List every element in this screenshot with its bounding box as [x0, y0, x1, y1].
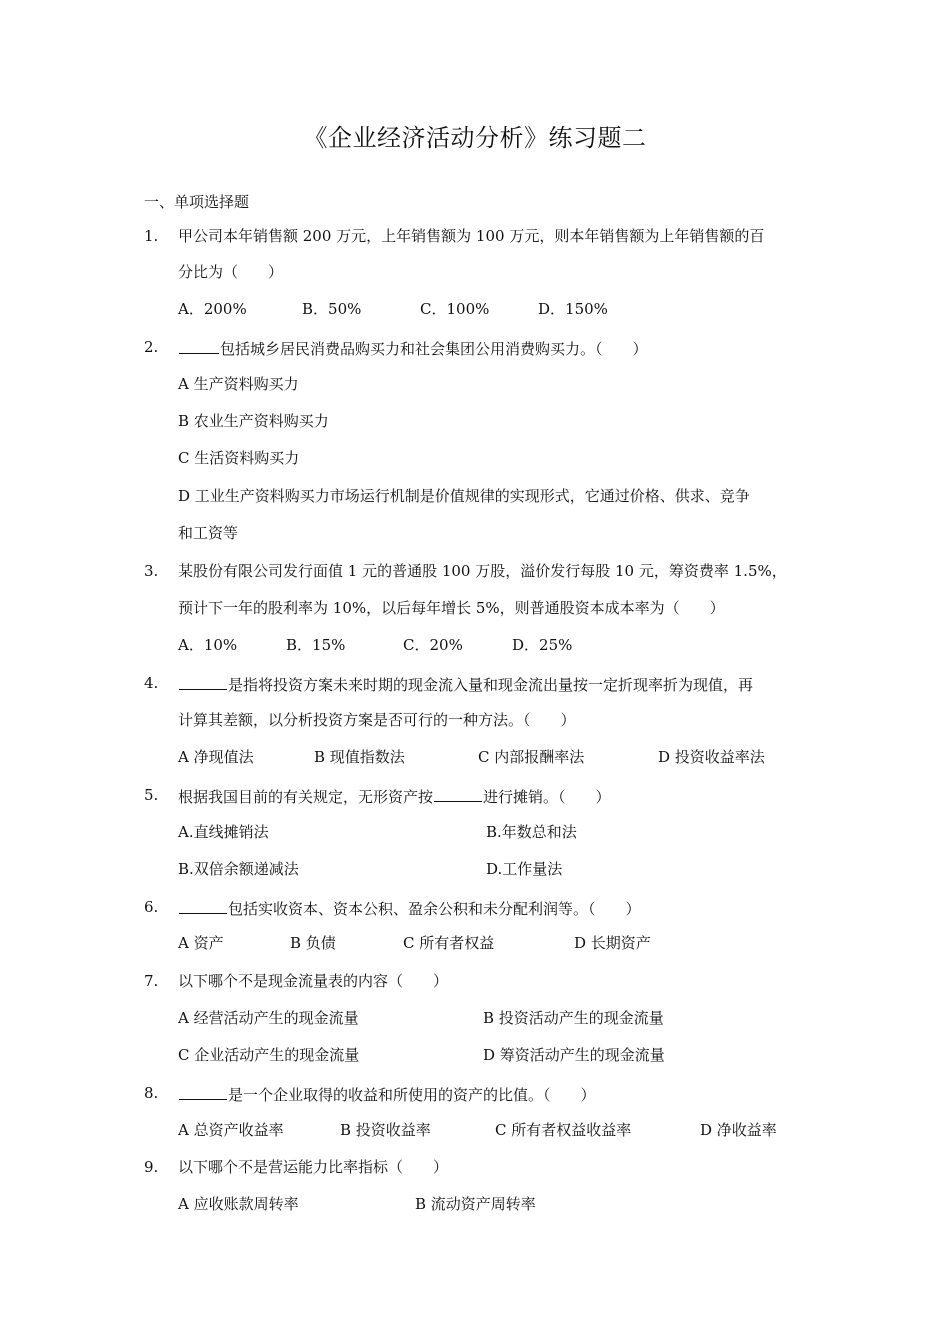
question-text: 分比为（ ） [178, 263, 284, 281]
answer-blank [179, 1083, 227, 1100]
option: A 净现值法 [178, 748, 254, 766]
option: A．10% [178, 636, 238, 654]
option: D 工业生产资料购买力市场运行机制是价值规律的实现形式，它通过价格、供求、竞争 [178, 487, 750, 505]
question-number: 6. [144, 898, 159, 916]
option: A 总资产收益率 [178, 1121, 284, 1139]
question-text [178, 673, 753, 695]
option: B 农业生产资料购买力 [178, 412, 329, 430]
option: B 投资收益率 [340, 1121, 431, 1139]
question-text [178, 897, 641, 919]
question-number: 9. [144, 1158, 159, 1176]
question-text-post: 进行摊销。（ ） [483, 788, 611, 806]
answer-blank [179, 337, 219, 354]
answer-blank [179, 673, 227, 690]
question-text: 计算其差额，以分析投资方案是否可行的一种方法。（ ） [178, 711, 576, 729]
question-text: 某股份有限公司发行面值 1 元的普通股 100 万股，溢价发行每股 10 元，筹资费率 1.5%， [178, 562, 787, 580]
option: D．25% [512, 636, 573, 654]
option: C 企业活动产生的现金流量 [178, 1046, 360, 1064]
document-title: 《企业经济活动分析》练习题二 [303, 124, 647, 152]
option: A.直线摊销法 [178, 823, 269, 841]
option: C 生活资料购买力 [178, 449, 300, 467]
option: B.年数总和法 [486, 823, 577, 841]
option: D 筹资活动产生的现金流量 [483, 1046, 665, 1064]
question-text-pre: 根据我国目前的有关规定，无形资产按 [178, 788, 434, 806]
option: B．50% [302, 300, 362, 318]
option: A 生产资料购买力 [178, 375, 299, 393]
question-text-body: 包括城乡居民消费品购买力和社会集团公用消费购买力。（ ） [220, 340, 648, 358]
option: D.工作量法 [486, 860, 563, 878]
question-number: 2. [144, 338, 159, 356]
question-text [178, 1083, 596, 1105]
option: C 所有者权益 [403, 934, 495, 952]
option: A 资产 [178, 934, 224, 952]
question-number: 3. [144, 562, 159, 580]
question-text: 以下哪个不是营运能力比率指标（ ） [178, 1158, 449, 1176]
option: B 流动资产周转率 [415, 1195, 536, 1213]
answer-blank [179, 897, 227, 914]
question-number: 7. [144, 972, 159, 990]
option: A．200% [178, 300, 247, 318]
option: 和工资等 [178, 524, 239, 542]
question-number: 5. [144, 786, 159, 804]
question-text [178, 337, 648, 359]
option: A 经营活动产生的现金流量 [178, 1009, 359, 1027]
section-heading: 一、单项选择题 [144, 193, 250, 211]
question-text: 预计下一年的股利率为 10%，以后每年增长 5%，则普通股资本成本率为（ ） [178, 599, 725, 617]
option: C 所有者权益收益率 [495, 1121, 632, 1139]
question-text [178, 785, 611, 807]
question-text-body: 包括实收资本、资本公积、盈余公积和未分配利润等。（ ） [228, 900, 641, 918]
option: B．15% [286, 636, 346, 654]
question-text: 以下哪个不是现金流量表的内容（ ） [178, 972, 449, 990]
option: B.双倍余额递减法 [178, 860, 299, 878]
question-number: 8. [144, 1084, 159, 1102]
option: A 应收账款周转率 [178, 1195, 299, 1213]
option: D 投资收益率法 [658, 748, 765, 766]
question-number: 1. [144, 227, 159, 245]
answer-blank [434, 785, 482, 802]
question-text-body: 是指将投资方案未来时期的现金流入量和现金流出量按一定折现率折为现值，再 [228, 676, 754, 694]
question-text-body: 是一个企业取得的收益和所使用的资产的比值。（ ） [228, 1086, 596, 1104]
question-number: 4. [144, 674, 159, 692]
option: C．100% [420, 300, 490, 318]
option: D 净收益率 [700, 1121, 777, 1139]
option: B 现值指数法 [314, 748, 405, 766]
option: C 内部报酬率法 [478, 748, 585, 766]
option: C．20% [403, 636, 463, 654]
option: D 长期资产 [574, 934, 651, 952]
question-text: 甲公司本年销售额 200 万元，上年销售额为 100 万元，则本年销售额为上年销售额的百 [178, 227, 765, 245]
option: D．150% [538, 300, 608, 318]
option: B 投资活动产生的现金流量 [483, 1009, 664, 1027]
option: B 负债 [290, 934, 336, 952]
